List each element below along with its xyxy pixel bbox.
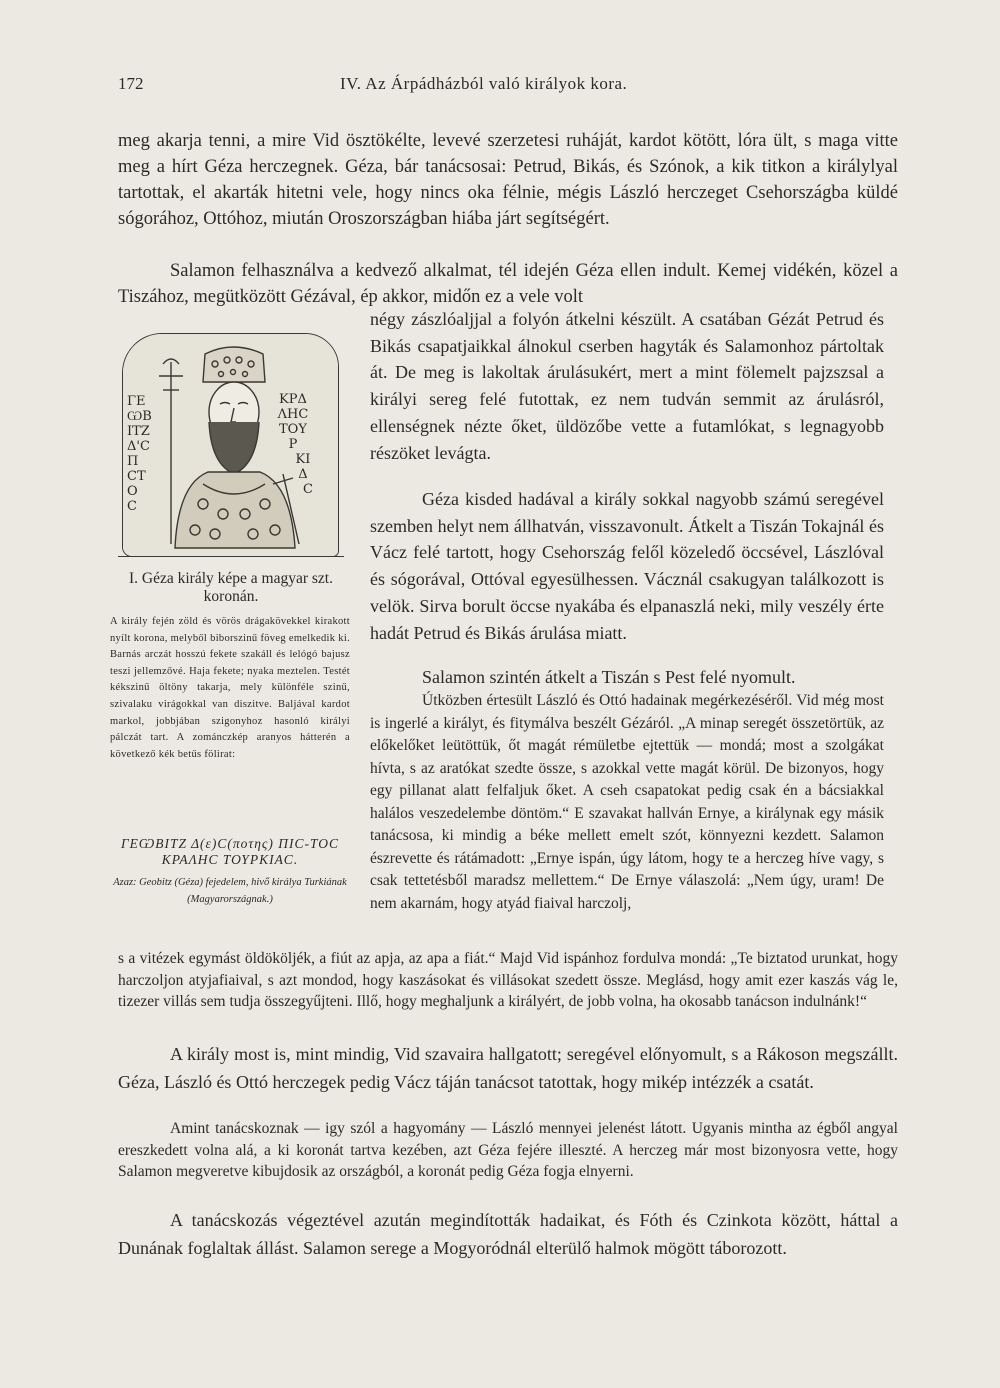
paragraph: meg akarja tenni, a mire Vid ösztökélte, levevé szerzetesi ruháját, kardot kötött, lóra ült, s maga vitte meg a hírt Géza herczegnek. Géza, bár tanácsosai: Petrud, Bikás, és Szónok, a kik titkon a királylyal tartottak, el akarták hitetni vele, hogy nincs oka félnie, mégis László herczeget Csehországba küldé sógorához, Ottóhoz, miután Oroszországban hiába járt segítségért. — [118, 131, 898, 229]
inscription-char: CΤ — [127, 469, 146, 484]
inscription-char: ΛΗC — [277, 407, 309, 422]
inscription-char: Ο — [127, 484, 138, 499]
figure-greek-inscription: ΓΕѠΒΙΤΖ Δ(ε)C(ποτης) ΠΙC-ΤΟC ΚΡΑΛΗC ΤΟΥΡΚΙΑC. — [120, 836, 340, 867]
figure-baseline — [118, 556, 344, 557]
inscription-char: Δ'C — [127, 439, 150, 454]
figure-geza-portrait — [122, 333, 339, 557]
inscription-char: Π — [127, 454, 139, 469]
inscription-char: C — [127, 499, 137, 514]
inscription-char: ΙΤΖ — [127, 424, 150, 439]
paragraph: Amint tanácskoznak — igy szól a hagyomány — László mennyei jelenést látott. Ugyanis mintha az égből angyal ereszkedett volna alá, a ki koronát tartva kezében, azt Géza fejére illeszté. A herczeg már most bizonyosra vette, hogy Salamon megveretve kibujdosik az országból, a koronát pedig Géza fogja elnyerni. — [118, 1120, 898, 1180]
inscription-left — [127, 394, 152, 514]
inscription-char: ѠΒ — [127, 409, 152, 424]
inscription-right — [273, 392, 313, 497]
inscription-char: C — [303, 482, 313, 497]
paragraph: s a vitézek egymást öldököljék, a fiút az apja, az apa a fiát.“ Majd Vid ispánhoz fordulva mondá: „Te biztatod urunkat, hogy harczoljon atyjafiaival, s azt mondod, hogy kaszásokat és villásokat szedett össze. Meglásd, hogy amit ezer kaszás vág le, tizezer villás sem tudja összegyűjteni. Illő, hogy meghaljunk a királyért, de jobb volna, ha okosabb tanácson indulnánk!“ — [118, 950, 898, 1010]
inscription-char: ΤΟΥ — [279, 422, 307, 437]
figure-caption-body: A király fején zöld és vörös drágakövekkel kirakott nyílt korona, melyből biborszinű föveg emelkedik ki. Barnás arczát hosszú fekete szakáll és lelógó bajusz teszi jellemzővé. Haja fekete; nyaka meztelen. Testét kékszinű öltöny takarja, mely különféle szinű, szivalaku virágokkal van diszitve. Baljával kardot markol, jobbjában szigonyhoz hasonló királyi pálczát tart. A zománczkép aranyos hátterén a következő kék betűs fölirat: — [110, 616, 350, 760]
paragraph: négy zászlóaljjal a folyón átkelni készült. A csatában Gézát Petrud és Bikás csapatjaikkal álnokul cserben hagyták és Salamonhoz pártoltak át. De meg is lakoltak árulásukért, mert a mint fölemelt pajzszsal a királyi sereg felé futottak, ez nem tudván semmit az árulásról, ellenségnek nézte őket, üldözőbe vette a futamlókat, s legnagyobb részöket levágta. — [370, 309, 884, 463]
inscription-char: ΓΕ — [127, 394, 146, 409]
figure-caption-title: I. Géza király képe a magyar szt. koronán. — [129, 570, 333, 605]
paragraph: A tanácskozás végeztével azután megindították hadaikat, és Fóth és Czinkota között, háttal a Dunának foglaltak állást. Salamon serege a Mogyoródnál elterülő halmok mögött táborozott. — [118, 1210, 898, 1258]
inscription-char: ΚΙ — [295, 452, 311, 467]
paragraph: Útközben értesült László és Ottó hadainak megérkezéséről. Vid még most is ingerlé a királyt, és fitymálva beszélt Gézáról. „A minap seregét összetörtük, az előkelőket leütöttük, őt magát rémületbe ejtettük — mondá; most a szolgákat hívta, s az aratókat szedte össze, s azokkal vette magát körül. De bizonyos, hogy egy pillanat alatt felfaljuk őket. A cseh csapatokat pedig csak én a bácsiakkal halálos veszedelembe döntöm.“ E szavakat hallván Ernye, a királynak egy másik tanácsosa, ki mindig a béke mellett emelt szót, könnyezni kezdett. Salamon észrevette és rátámadott: „Ernye ispán, úgy látom, hogy te a herczeg híve vagy, s csak tettetésből maradsz mellettem.“ De Ernye válaszolá: „Nem úgy, uram! De nem akarnám, hogy atyád fiaival harczolj, — [370, 692, 884, 912]
paragraph: A király most is, mint mindig, Vid szavaira hallgatott; seregével előnyomult, s a Rákoson megszállt. Géza, László és Ottó herczegek pedig Vácz táján tanácsot tatottak, hogy mikép intézzék a csatát. — [118, 1044, 898, 1092]
inscription-char: Δ — [298, 467, 308, 482]
figure-caption-translation: Azaz: Geobitz (Géza) fejedelem, hivő királya Turkiának (Magyarországnak.) — [113, 877, 347, 905]
inscription-char: ΚΡΔ — [279, 392, 307, 407]
page-header — [118, 74, 898, 100]
running-title: IV. Az Árpádházból való királyok kora. — [340, 74, 628, 93]
inscription-char: Ρ — [288, 437, 298, 452]
paragraph: Géza kisded hadával a király sokkal nagyobb számú seregével szemben helyt nem állhatván, visszavonult. Átkelt a Tiszán Tokajnál és Vácz felé tartott, hogy Csehország felől közeledő öccsével, Lászlóval és sógorával, Ottóval egyesülhessen. Vácznál csakugyan találkozott is velök. Sirva borult öccse nyakába és elpanaszlá neki, mily veszély érte hadát Petrud és Bikás árulása miatt. — [370, 489, 884, 643]
paragraph: Salamon felhasználva a kedvező alkalmat, tél idején Géza ellen indult. Kemej vidékén, közel a Tiszához, megütközött Gézával, ép akkor, midőn ez a vele volt — [118, 261, 898, 307]
paragraph: Salamon szintén átkelt a Tiszán s Pest felé nyomult. — [422, 667, 796, 687]
page-number: 172 — [118, 74, 144, 93]
